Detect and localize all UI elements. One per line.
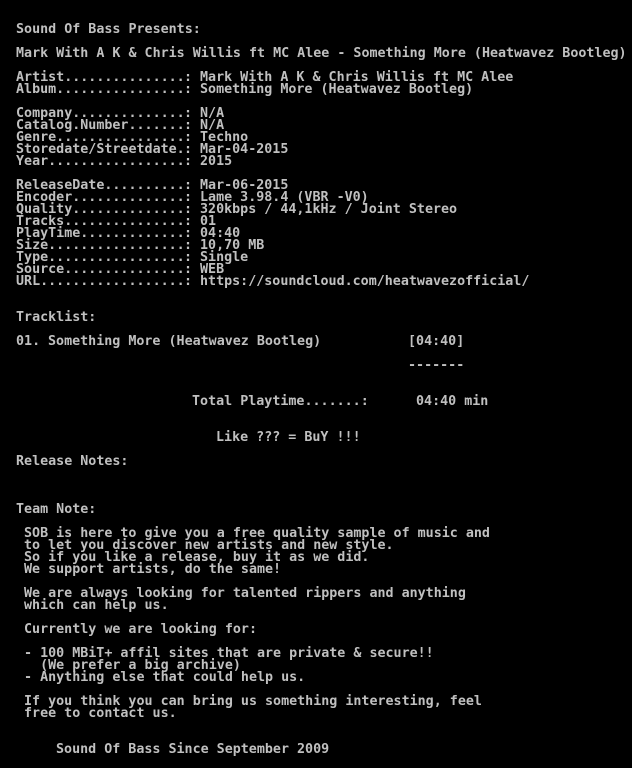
- info-value-encoder: Lame 3.98.4 (VBR -V0): [200, 190, 369, 205]
- team-note-line: We support artists, do the same!: [24, 562, 282, 577]
- team-note-line: - Anything else that could help us.: [24, 670, 306, 685]
- info-colon: :: [184, 106, 193, 121]
- info-label-company: Company..............: [16, 106, 185, 121]
- info-value-playtime: 04:40: [200, 226, 241, 241]
- release-title: Mark With A K & Chris Willis ft MC Alee - Something More (Heatwavez Bootleg): [16, 46, 627, 61]
- info-colon: :: [184, 82, 193, 97]
- slogan: Like ??? = BuY !!!: [216, 430, 361, 445]
- info-label-encoder: Encoder..............: [16, 190, 185, 205]
- info-label-storedate: Storedate/Streetdate.: [16, 142, 185, 157]
- info-label-release-date: ReleaseDate..........: [16, 178, 185, 193]
- info-colon: :: [184, 250, 193, 265]
- info-label-tracks: Tracks...............: [16, 214, 185, 229]
- info-value-size: 10,70 MB: [200, 238, 265, 253]
- info-value-catalog-number: N/A: [200, 118, 225, 133]
- team-note-line: We are always looking for talented rippers and anything: [24, 586, 466, 601]
- presenter-line: Sound Of Bass Presents:: [16, 22, 201, 37]
- info-colon: :: [184, 190, 193, 205]
- release-notes-heading: Release Notes:: [16, 454, 129, 469]
- info-label-type: Type.................: [16, 250, 185, 265]
- info-colon: :: [184, 238, 193, 253]
- info-value-url: https://soundcloud.com/heatwavezofficial/: [200, 274, 530, 289]
- info-colon: :: [184, 214, 193, 229]
- track-duration: [04:40]: [408, 334, 465, 349]
- team-note-line: If you think you can bring us something interesting, feel: [24, 694, 482, 709]
- info-colon: :: [184, 226, 193, 241]
- info-colon: :: [184, 154, 193, 169]
- info-colon: :: [184, 130, 193, 145]
- team-note-line: SOB is here to give you a free quality sample of music and: [24, 526, 490, 541]
- track-number: 01.: [16, 334, 41, 349]
- info-value-source: WEB: [200, 262, 225, 277]
- tracklist-heading: Tracklist:: [16, 310, 97, 325]
- team-note-line: free to contact us.: [24, 706, 177, 721]
- info-colon: :: [184, 118, 193, 133]
- info-value-genre: Techno: [200, 130, 249, 145]
- team-note-line: So if you like a release, buy it as we did.: [24, 550, 370, 565]
- info-label-size: Size.................: [16, 238, 185, 253]
- info-label-artist: Artist...............: [16, 70, 185, 85]
- info-colon: :: [184, 70, 193, 85]
- info-label-genre: Genre................: [16, 130, 185, 145]
- track-title: Something More (Heatwavez Bootleg): [48, 334, 322, 349]
- info-value-tracks: 01: [200, 214, 217, 229]
- footer-signature: Sound Of Bass Since September 2009: [56, 742, 330, 757]
- info-label-catalog-number: Catalog.Number.......: [16, 118, 185, 133]
- info-value-type: Single: [200, 250, 249, 265]
- info-colon: :: [184, 202, 193, 217]
- info-value-quality: 320kbps / 44,1kHz / Joint Stereo: [200, 202, 458, 217]
- info-value-release-date: Mar-06-2015: [200, 178, 289, 193]
- info-colon: :: [184, 274, 193, 289]
- info-value-album: Something More (Heatwavez Bootleg): [200, 82, 474, 97]
- total-playtime-value: 04:40 min: [416, 394, 489, 409]
- info-value-storedate: Mar-04-2015: [200, 142, 289, 157]
- info-label-quality: Quality..............: [16, 202, 185, 217]
- info-colon: :: [184, 142, 193, 157]
- team-note-line: (We prefer a big archive): [24, 658, 241, 673]
- info-label-source: Source...............: [16, 262, 185, 277]
- info-value-artist: Mark With A K & Chris Willis ft MC Alee: [200, 70, 514, 85]
- info-colon: :: [184, 262, 193, 277]
- team-note-line: - 100 MBiT+ affil sites that are private & secure!!: [24, 646, 434, 661]
- team-note-line: Currently we are looking for:: [24, 622, 257, 637]
- team-note-line: to let you discover new artists and new style.: [24, 538, 394, 553]
- team-note-heading: Team Note:: [16, 502, 97, 517]
- info-colon: :: [184, 178, 193, 193]
- info-label-year: Year.................: [16, 154, 185, 169]
- info-value-company: N/A: [200, 106, 225, 121]
- info-label-url: URL..................: [16, 274, 185, 289]
- info-value-year: 2015: [200, 154, 233, 169]
- team-note-line: which can help us.: [24, 598, 169, 613]
- total-playtime-label: Total Playtime.......:: [192, 394, 369, 409]
- playtime-separator: -------: [408, 358, 465, 373]
- info-label-album: Album................: [16, 82, 185, 97]
- info-label-playtime: PlayTime.............: [16, 226, 185, 241]
